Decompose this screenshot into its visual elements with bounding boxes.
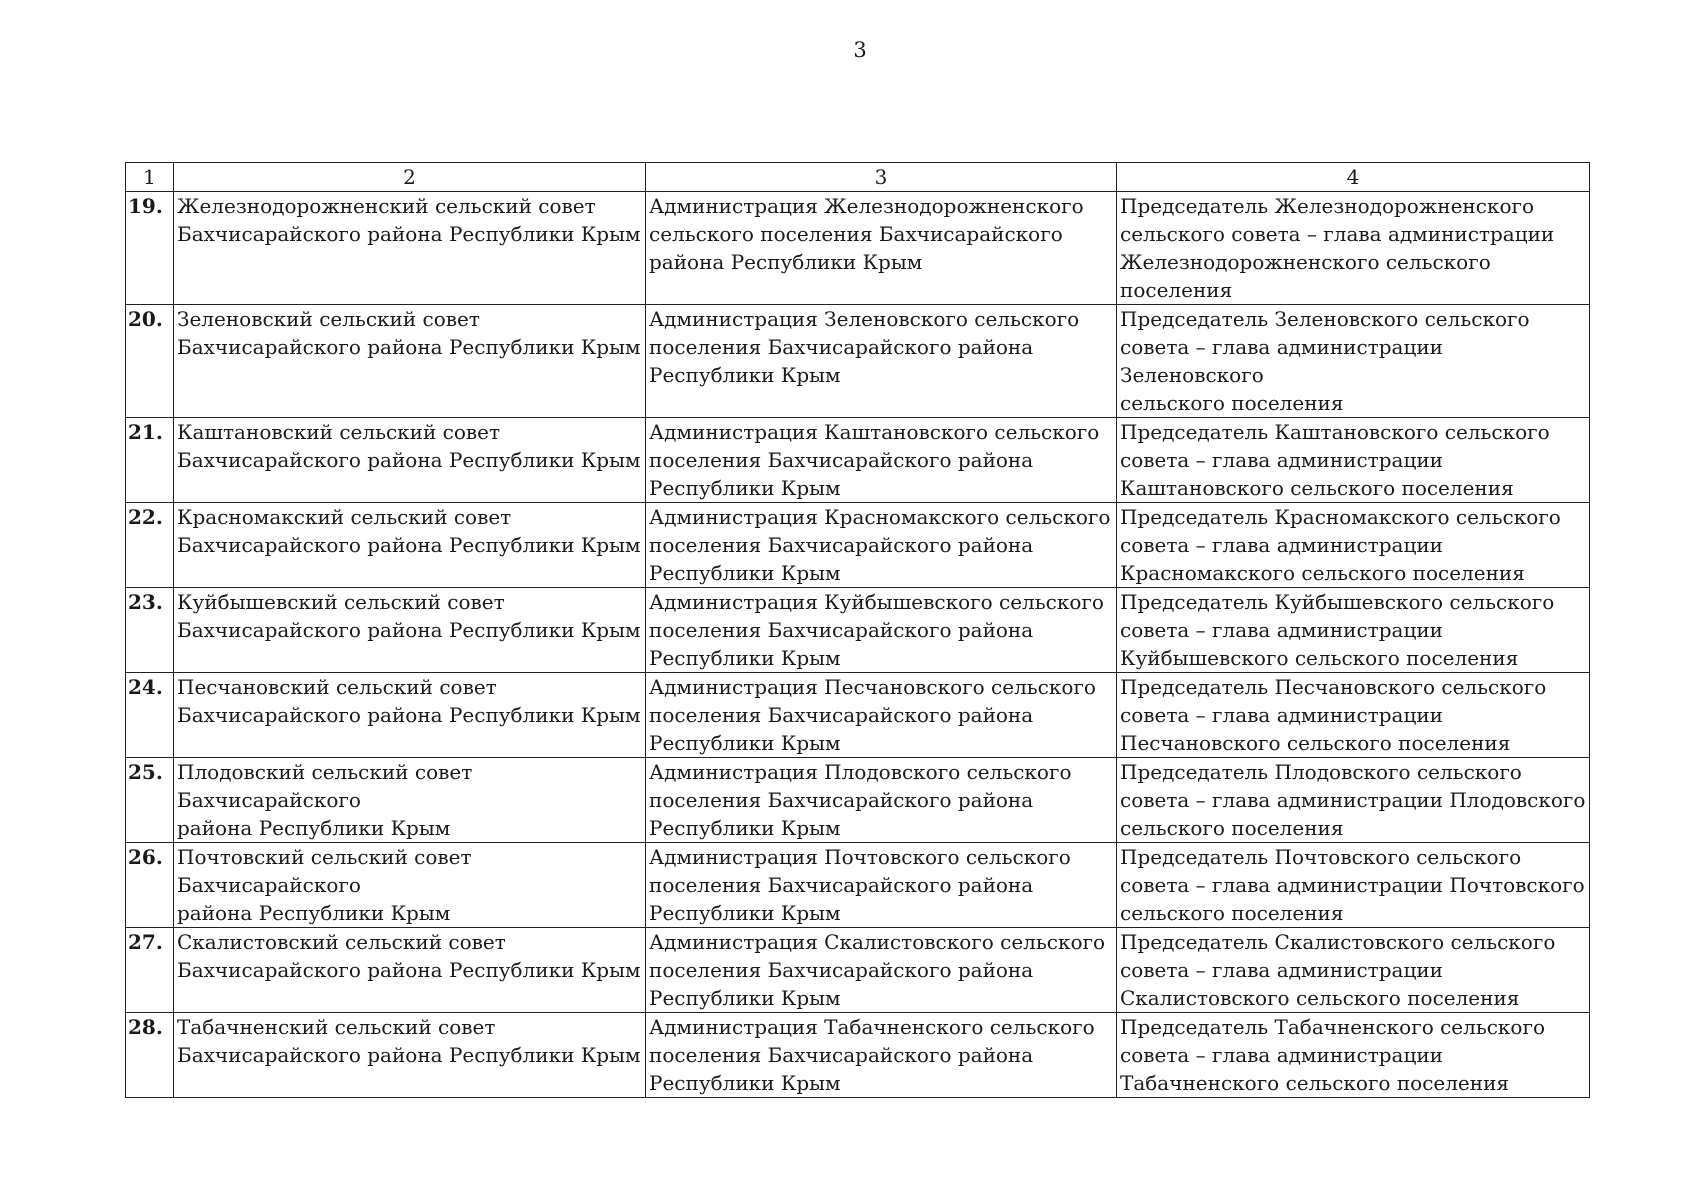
administration-cell-text: Администрация Железнодорожненского сельского поселения Бахчисарайского района Республики Крым [649, 194, 1084, 274]
administration-cell-text: Администрация Куйбышевского сельского поселения Бахчисарайского района Республики Крым [649, 590, 1104, 670]
council-cell [174, 503, 646, 588]
row-number-text: 19. [128, 194, 163, 218]
table-row [126, 1013, 1590, 1098]
row-number [126, 673, 174, 758]
council-cell-text: Зеленовский сельский совет Бахчисарайского района Республики Крым [177, 307, 641, 359]
header-col-1: 1 [126, 163, 174, 192]
administration-cell-text: Администрация Плодовского сельского поселения Бахчисарайского района Республики Крым [649, 760, 1072, 840]
table-row [126, 418, 1590, 503]
administration-cell [646, 673, 1117, 758]
councils-table [125, 162, 1590, 1098]
row-number-text: 23. [128, 590, 163, 614]
head-cell-text: Председатель Песчановского сельского совета – глава администрации Песчановского сельского поселения [1120, 675, 1547, 755]
head-cell [1117, 418, 1590, 503]
head-cell-text: Председатель Почтовского сельского совета – глава администрации Почтовского сельского поселения [1120, 845, 1585, 925]
council-cell-text: Скалистовский сельский совет Бахчисарайского района Республики Крым [177, 930, 641, 982]
row-number [126, 588, 174, 673]
head-cell-text: Председатель Табачненского сельского совета – глава администрации Табачненского сельского поселения [1120, 1015, 1545, 1095]
row-number [126, 758, 174, 843]
row-number-text: 28. [128, 1015, 163, 1039]
administration-cell [646, 192, 1117, 305]
row-number [126, 843, 174, 928]
row-number-text: 25. [128, 760, 163, 784]
head-cell-text: Председатель Железнодорожненского сельского совета – глава администрации Железнодорожненского сельского поселения [1120, 194, 1555, 302]
table-row [126, 503, 1590, 588]
council-cell [174, 928, 646, 1013]
head-cell [1117, 503, 1590, 588]
council-cell [174, 305, 646, 418]
header-col-3: 3 [646, 163, 1117, 192]
administration-cell-text: Администрация Каштановского сельского поселения Бахчисарайского района Республики Крым [649, 420, 1100, 500]
administration-cell-text: Администрация Красномакского сельского поселения Бахчисарайского района Республики Крым [649, 505, 1111, 585]
council-cell-text: Железнодорожненский сельский совет Бахчисарайского района Республики Крым [177, 194, 641, 246]
administration-cell [646, 588, 1117, 673]
row-number [126, 1013, 174, 1098]
row-number [126, 418, 174, 503]
head-cell [1117, 758, 1590, 843]
administration-cell [646, 843, 1117, 928]
table-row [126, 758, 1590, 843]
head-cell-text: Председатель Скалистовского сельского совета – глава администрации Скалистовского сельского поселения [1120, 930, 1556, 1010]
table-row [126, 928, 1590, 1013]
head-cell-text: Председатель Каштановского сельского совета – глава администрации Каштановского сельского поселения [1120, 420, 1550, 500]
row-number [126, 192, 174, 305]
table-header-row [126, 163, 1590, 192]
table-row [126, 305, 1590, 418]
administration-cell-text: Администрация Почтовского сельского поселения Бахчисарайского района Республики Крым [649, 845, 1071, 925]
row-number [126, 503, 174, 588]
header-col-4: 4 [1117, 163, 1590, 192]
council-cell-text: Куйбышевский сельский совет Бахчисарайского района Республики Крым [177, 590, 641, 642]
council-cell-text: Каштановский сельский совет Бахчисарайского района Республики Крым [177, 420, 641, 472]
page-number: 3 [853, 38, 867, 62]
council-cell [174, 192, 646, 305]
head-cell [1117, 1013, 1590, 1098]
administration-cell-text: Администрация Скалистовского сельского поселения Бахчисарайского района Республики Крым [649, 930, 1106, 1010]
council-cell-text: Песчановский сельский совет Бахчисарайского района Республики Крым [177, 675, 641, 727]
head-cell [1117, 928, 1590, 1013]
council-cell [174, 588, 646, 673]
head-cell-text: Председатель Куйбышевского сельского совета – глава администрации Куйбышевского сельского поселения [1120, 590, 1555, 670]
header-col-2: 2 [174, 163, 646, 192]
council-cell-text: Плодовский сельский совет Бахчисарайского района Республики Крым [177, 760, 473, 840]
administration-cell-text: Администрация Табачненского сельского поселения Бахчисарайского района Республики Крым [649, 1015, 1095, 1095]
council-cell [174, 843, 646, 928]
row-number-text: 24. [128, 675, 163, 699]
row-number [126, 305, 174, 418]
administration-cell-text: Администрация Песчановского сельского поселения Бахчисарайского района Республики Крым [649, 675, 1096, 755]
administration-cell [646, 418, 1117, 503]
head-cell-text: Председатель Красномакского сельского совета – глава администрации Красномакского сельского поселения [1120, 505, 1561, 585]
row-number-text: 26. [128, 845, 163, 869]
administration-cell [646, 503, 1117, 588]
row-number-text: 27. [128, 930, 163, 954]
head-cell [1117, 305, 1590, 418]
council-cell-text: Красномакский сельский совет Бахчисарайского района Республики Крым [177, 505, 641, 557]
council-cell-text: Почтовский сельский совет Бахчисарайского района Республики Крым [177, 845, 472, 925]
administration-cell [646, 305, 1117, 418]
council-cell [174, 758, 646, 843]
head-cell-text: Председатель Плодовского сельского совета – глава администрации Плодовского сельского поселения [1120, 760, 1586, 840]
council-cell-text: Табачненский сельский совет Бахчисарайского района Республики Крым [177, 1015, 641, 1067]
council-cell [174, 418, 646, 503]
table-row [126, 843, 1590, 928]
head-cell-text: Председатель Зеленовского сельского совета – глава администрации Зеленовского сельского поселения [1120, 307, 1530, 415]
row-number-text: 21. [128, 420, 163, 444]
table-row [126, 673, 1590, 758]
administration-cell [646, 1013, 1117, 1098]
table-row [126, 192, 1590, 305]
row-number-text: 22. [128, 505, 163, 529]
head-cell [1117, 673, 1590, 758]
row-number [126, 928, 174, 1013]
administration-cell [646, 928, 1117, 1013]
head-cell [1117, 192, 1590, 305]
council-cell [174, 673, 646, 758]
head-cell [1117, 588, 1590, 673]
table-row [126, 588, 1590, 673]
administration-cell [646, 758, 1117, 843]
row-number-text: 20. [128, 307, 163, 331]
head-cell [1117, 843, 1590, 928]
administration-cell-text: Администрация Зеленовского сельского поселения Бахчисарайского района Республики Крым [649, 307, 1080, 387]
council-cell [174, 1013, 646, 1098]
